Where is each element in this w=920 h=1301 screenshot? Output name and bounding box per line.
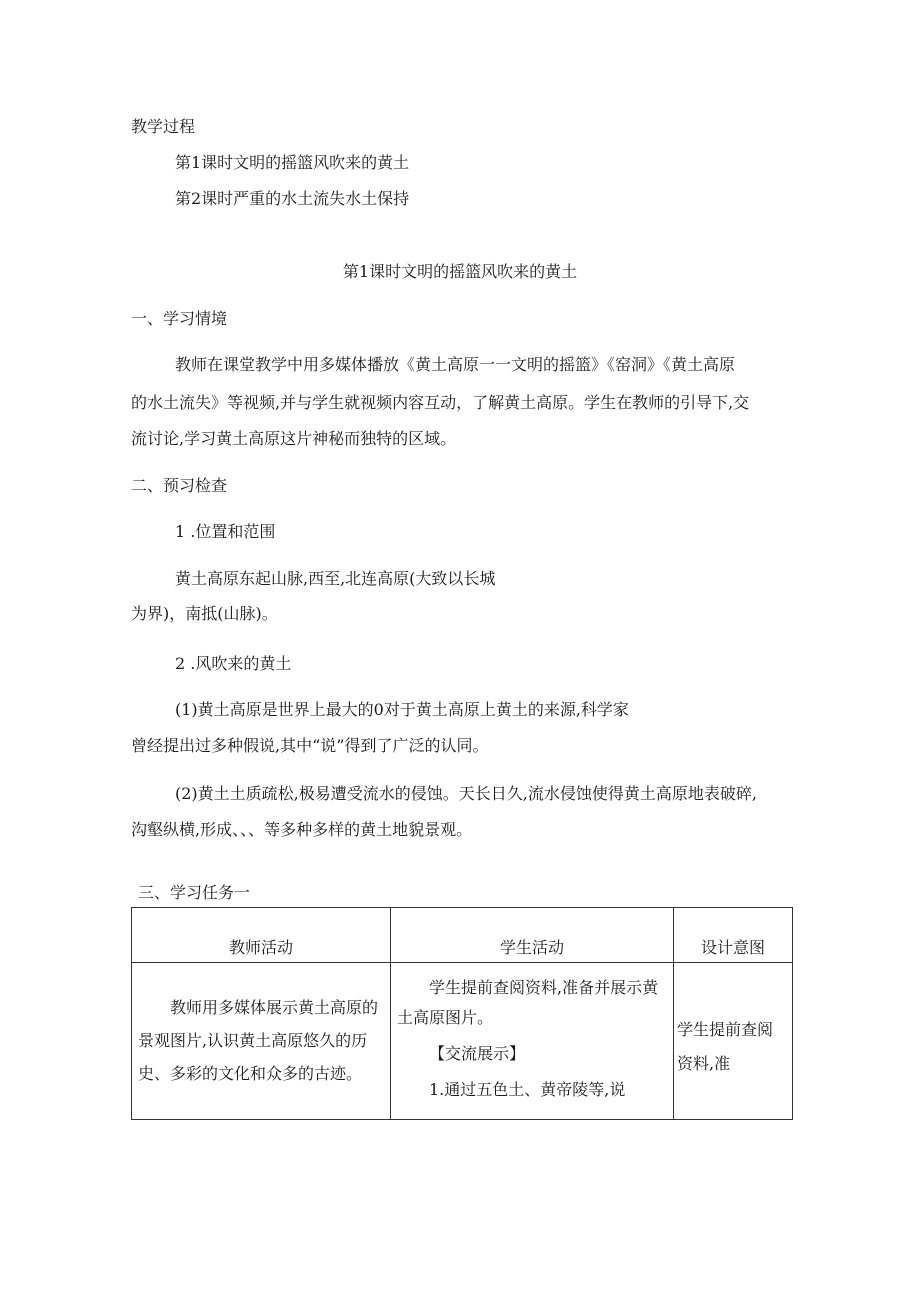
item-2-paragraph-2: 沟壑纵横,形成、、、等多种多样的黄土地貌景观。 <box>131 820 473 839</box>
lesson-2-title: 第2课时严重的水土流失水土保持 <box>175 189 410 208</box>
teacher-activity-cell <box>132 963 391 1120</box>
item-2-title: 2 .风吹来的黄土 <box>175 654 292 673</box>
item-2-paragraph-2: (2)黄土土质疏松,极易遭受流水的侵蚀。天长日久,流水侵蚀使得黄土高原地表破碎, <box>175 784 757 803</box>
item-2-paragraph-1: 曾经提出过多种假说,其中“说”得到了广泛的认同。 <box>131 736 489 755</box>
design-intent-text: 学生提前查阅资料,准 <box>677 1020 774 1073</box>
student-activity-point: 1.通过五色土、黄帝陵等,说 <box>429 1080 626 1099</box>
context-paragraph-line: 的水土流失》等视频,并与学生就视频内容互动，了解黄土高原。学生在教师的引导下,交 <box>131 393 750 412</box>
student-activity-cell <box>391 963 674 1120</box>
column-header: 教师活动 <box>132 908 391 963</box>
teacher-activity-text: 教师用多媒体展示黄土高原的景观图片,认识黄土高原悠久的历史、多彩的文化和众多的古迹。 <box>138 998 379 1083</box>
table-row <box>132 963 793 1120</box>
column-header: 学生活动 <box>391 908 674 963</box>
process-heading: 教学过程 <box>131 117 196 136</box>
item-1-line: 黄土高原东起山脉,西至,北连高原(大致以长城 <box>175 569 496 588</box>
section-title: 第1课时文明的摇篮风吹来的黄土 <box>342 262 578 281</box>
exchange-display-label: 【交流展示】 <box>429 1044 526 1063</box>
preview-check-heading: 二、预习检查 <box>131 476 228 495</box>
lesson-1-title: 第1课时文明的摇篮风吹来的黄土 <box>175 153 410 172</box>
table-header-row <box>132 908 793 963</box>
context-paragraph-line: 教师在课堂教学中用多媒体播放《黄土高原一一文明的摇篮》《窑洞》《黄土高原 <box>175 355 736 374</box>
design-intent-cell <box>674 963 793 1120</box>
context-paragraph-line: 流讨论,学习黄土高原这片神秘而独特的区域。 <box>131 429 457 448</box>
item-1-line: 为界)，南抵(山脉)。 <box>131 604 278 623</box>
column-header: 设计意图 <box>674 908 793 963</box>
task-one-heading: 三、学习任务一 <box>138 883 251 902</box>
item-1-title: 1 .位置和范围 <box>175 522 276 541</box>
item-2-paragraph-1: (1)黄土高原是世界上最大的0对于黄土高原上黄土的来源,科学家 <box>175 700 629 719</box>
learning-context-heading: 一、学习情境 <box>131 309 228 328</box>
student-activity-text: 学生提前查阅资料,准备并展示黄土高原图片。 <box>397 978 659 1027</box>
task-table <box>131 907 793 1120</box>
